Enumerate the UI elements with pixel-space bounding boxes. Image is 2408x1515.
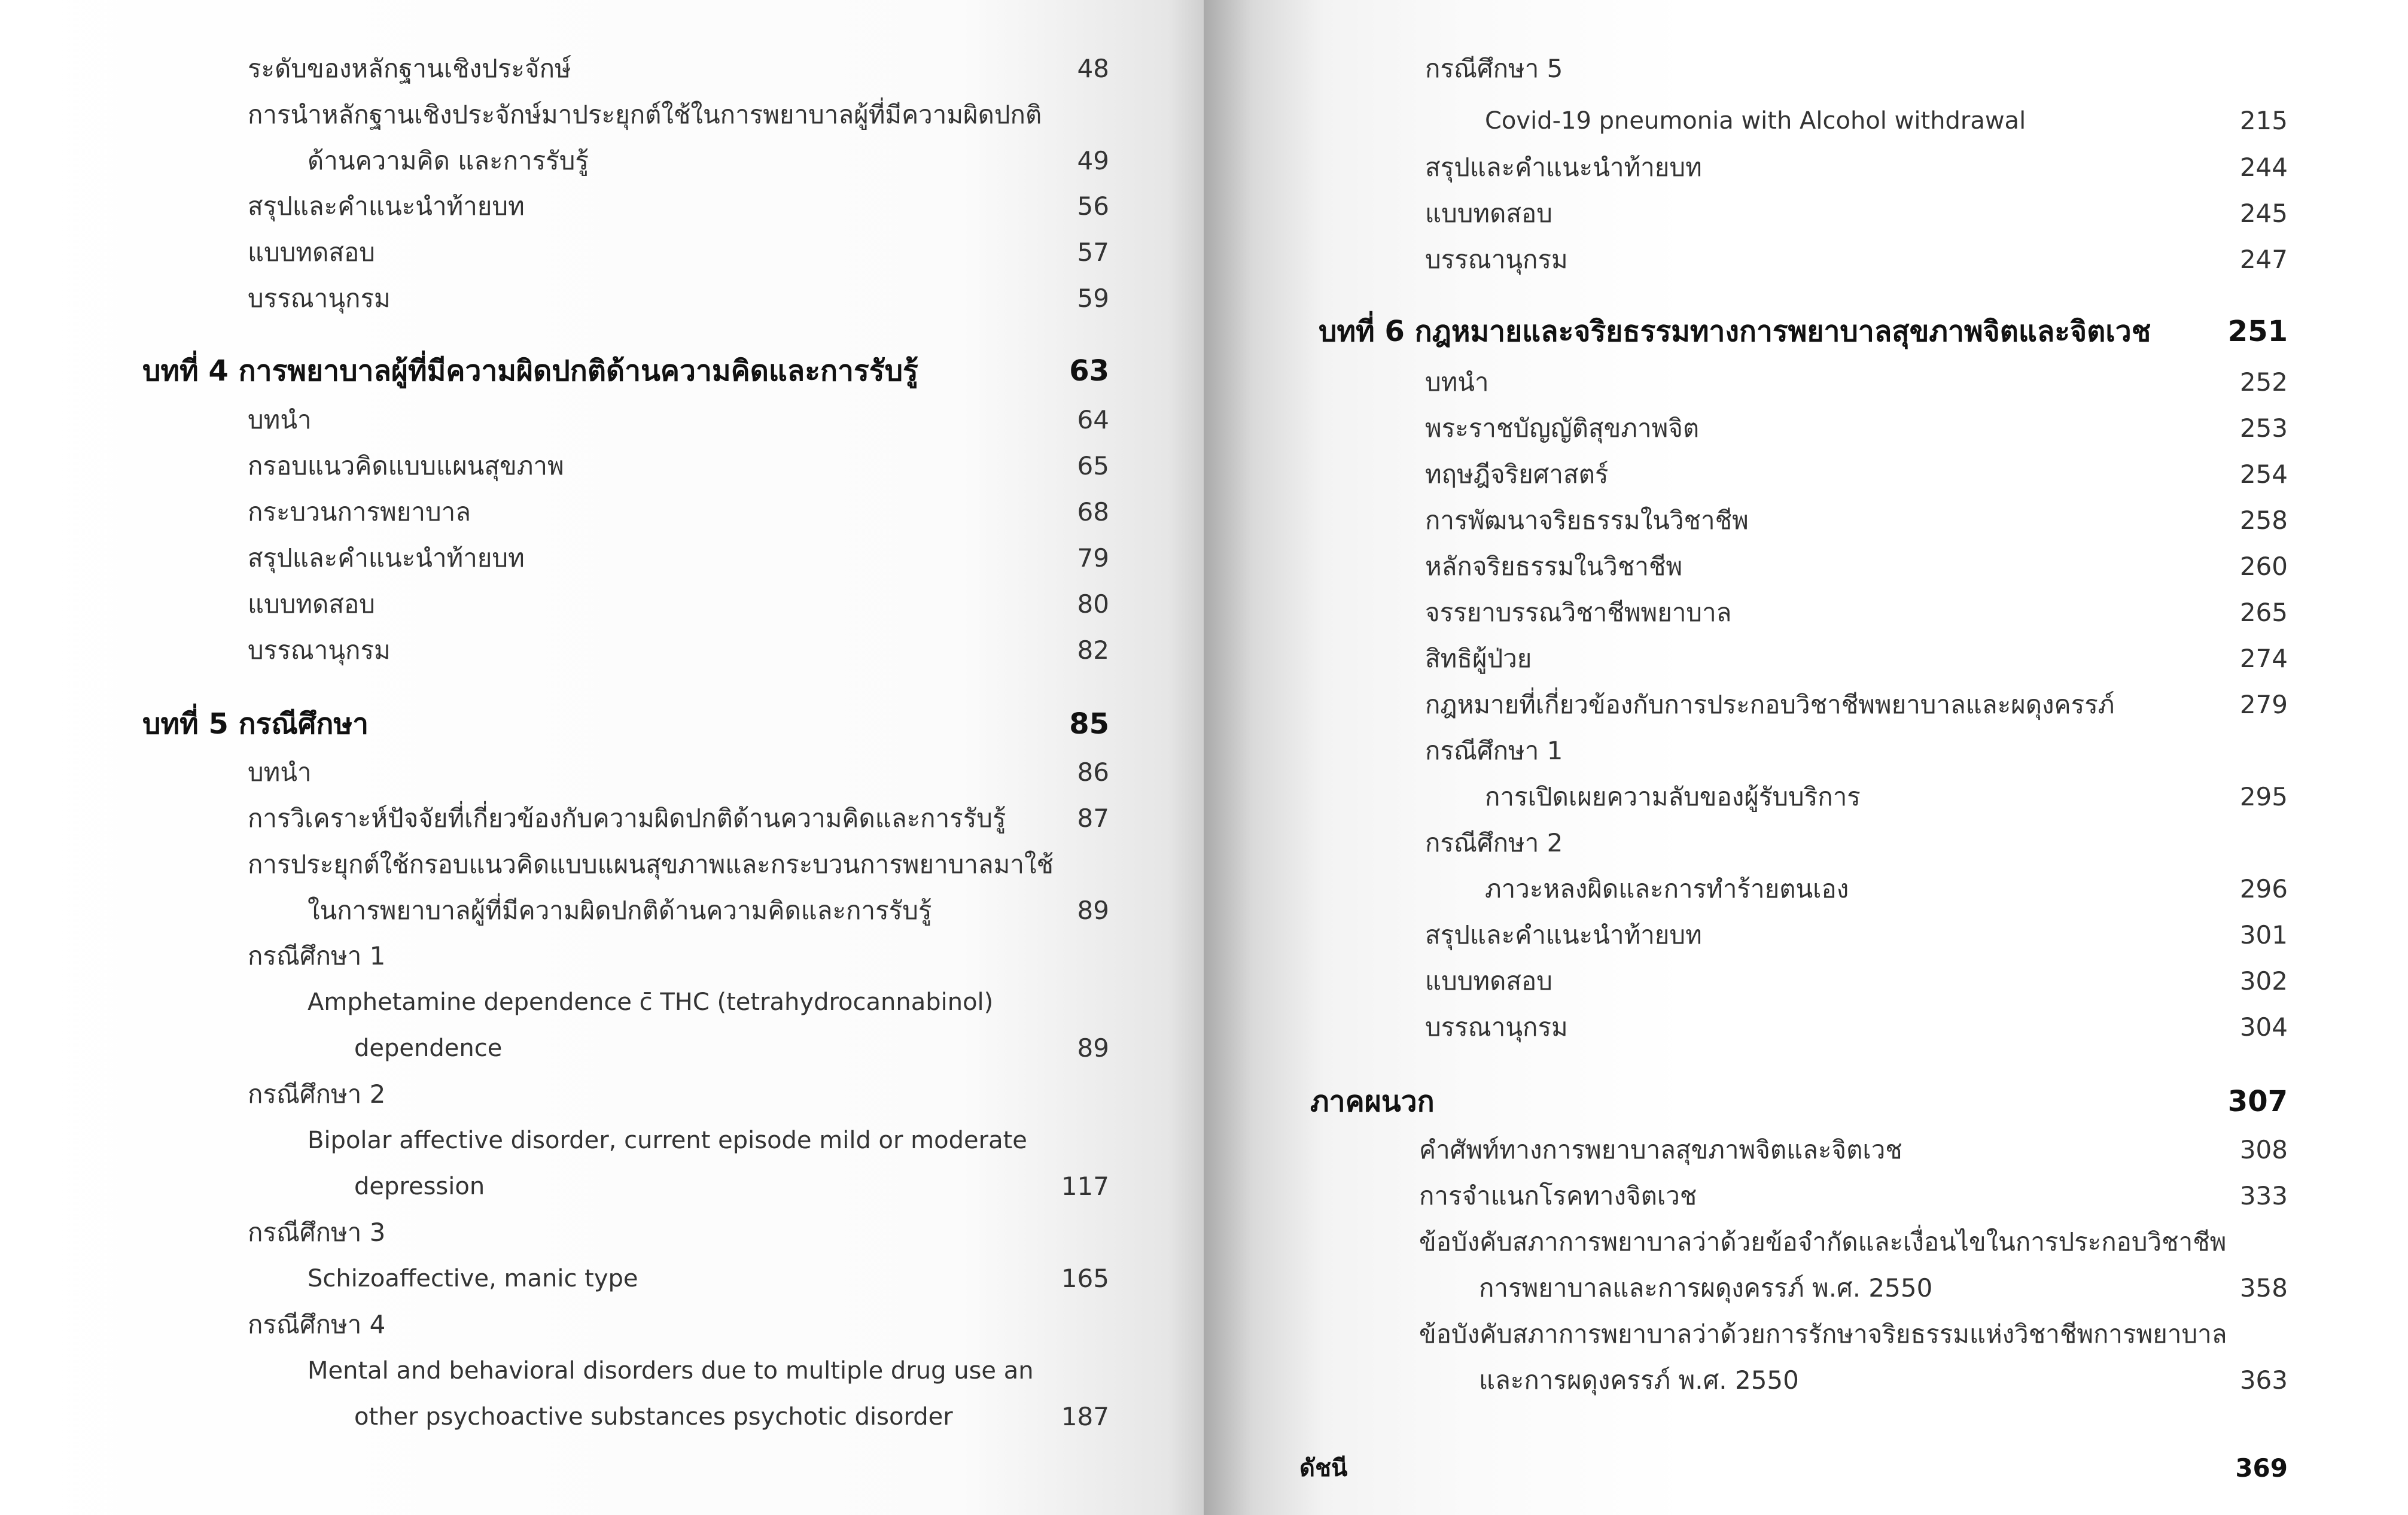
entry-page: 56	[1077, 191, 1109, 221]
entry-title: แบบทดสอบ	[248, 589, 375, 619]
entry-title: การพัฒนาจริยธรรมในวิชาชีพ	[1425, 506, 1749, 535]
entry-page: 252	[2239, 367, 2288, 397]
toc-entry	[1425, 1006, 2288, 1048]
entry-page: 260	[2239, 552, 2288, 581]
toc-entry	[248, 981, 1109, 1023]
entry-title: การนำหลักฐานเชิงประจักษ์มาประยุกต์ใช้ในการพยาบาลผู้ที่มีความผิดปกติ	[248, 100, 1042, 129]
entry-title: other psychoactive substances psychotic disorder	[354, 1403, 953, 1431]
toc-entry	[248, 752, 1109, 793]
entry-title: Bipolar affective disorder, current episode mild or moderate	[308, 1127, 1027, 1154]
entry-page: 308	[2239, 1135, 2288, 1164]
entry-page: 65	[1077, 451, 1109, 480]
toc-entry	[1425, 914, 2288, 956]
toc-entry	[248, 1212, 1109, 1254]
toc-entry	[1425, 868, 2288, 910]
toc-entry	[1419, 1267, 2288, 1309]
toc-entry	[248, 1166, 1109, 1207]
toc-entry	[1425, 361, 2288, 403]
entry-title: กรณีศึกษา 1	[1425, 736, 1563, 765]
appendix-heading	[1310, 1081, 2288, 1122]
chapter-title: บทที่ 4 การพยาบาลผู้ที่มีความผิดปกติด้านความคิดและการรับรู้	[142, 354, 918, 388]
toc-entry	[1425, 960, 2288, 1002]
entry-title: แบบทดสอบ	[1425, 199, 1552, 228]
entry-title: การประยุกต์ใช้กรอบแนวคิดแบบแผนสุขภาพและกระบวนการพยาบาลมาใช้	[248, 850, 1054, 879]
toc-entry	[248, 445, 1109, 487]
entry-title: พระราชบัญญัติสุขภาพจิต	[1425, 413, 1700, 443]
toc-entry	[1425, 684, 2288, 726]
entry-page: 295	[2239, 782, 2288, 811]
entry-title: Schizoaffective, manic type	[308, 1265, 638, 1292]
toc-entry	[248, 583, 1109, 625]
entry-page: 215	[2239, 106, 2288, 135]
entry-page: 333	[2239, 1181, 2288, 1210]
toc-entry	[248, 844, 1109, 886]
entry-page: 49	[1077, 146, 1109, 175]
toc-entry	[1419, 1129, 2288, 1171]
chapter-heading	[142, 350, 1109, 392]
entry-title: กระบวนการพยาบาล	[248, 497, 471, 527]
entry-title: ข้อบังคับสภาการพยาบาลว่าด้วยข้อจำกัดและเงื่อนไขในการประกอบวิชาชีพ	[1419, 1227, 2227, 1257]
index-heading	[1299, 1447, 2288, 1489]
entry-title: บทนำ	[248, 405, 312, 434]
toc-entry	[248, 1258, 1109, 1300]
entry-page: 89	[1077, 896, 1109, 925]
entry-page: 247	[2239, 245, 2288, 274]
entry-page: 302	[2239, 966, 2288, 996]
chapter-title: บทที่ 5 กรณีศึกษา	[142, 707, 369, 741]
toc-entry	[248, 185, 1109, 227]
toc-entry	[248, 1073, 1109, 1115]
toc-entry	[248, 1027, 1109, 1069]
toc-entry	[1419, 1359, 2288, 1401]
toc-entry	[1425, 592, 2288, 634]
toc-entry	[1419, 1221, 2288, 1263]
entry-title: สิทธิผู้ป่วย	[1425, 644, 1532, 673]
entry-title: บรรณานุกรม	[1425, 1012, 1568, 1042]
entry-title: บรรณานุกรม	[248, 635, 391, 665]
entry-title: บทนำ	[248, 758, 312, 787]
toc-entry	[248, 94, 1109, 136]
entry-title: กรณีศึกษา 4	[248, 1310, 386, 1339]
entry-page: 57	[1077, 238, 1109, 267]
index-title: ดัชนี	[1299, 1455, 1348, 1482]
entry-title: การวิเคราะห์ปัจจัยที่เกี่ยวข้องกับความผิดปกติด้านความคิดและการรับรู้	[248, 804, 1006, 833]
entry-title: จรรยาบรรณวิชาชีพพยาบาล	[1425, 598, 1732, 627]
entry-page: 363	[2239, 1365, 2288, 1395]
entry-title: ทฤษฎีจริยศาสตร์	[1425, 460, 1609, 489]
toc-entry	[1425, 454, 2288, 495]
toc-entry	[1425, 546, 2288, 588]
appendix-title: ภาคผนวก	[1310, 1085, 1435, 1118]
entry-title: แบบทดสอบ	[1425, 966, 1552, 996]
toc-entry	[248, 1396, 1109, 1438]
entry-title: การพยาบาลและการผดุงครรภ์ พ.ศ. 2550	[1479, 1273, 1933, 1303]
entry-title: คำศัพท์ทางการพยาบาลสุขภาพจิตและจิตเวช	[1419, 1135, 1902, 1164]
entry-title: สรุปและคำแนะนำท้ายบท	[1425, 153, 1702, 182]
entry-title: ภาวะหลงผิดและการทำร้ายตนเอง	[1485, 874, 1849, 903]
entry-page: 301	[2239, 920, 2288, 950]
entry-title: กรณีศึกษา 5	[1425, 54, 1563, 83]
toc-entry	[248, 399, 1109, 441]
right-page	[1204, 0, 2408, 1515]
entry-title: และการผดุงครรภ์ พ.ศ. 2550	[1479, 1365, 1799, 1395]
toc-entry	[1425, 730, 2288, 772]
entry-title: Mental and behavioral disorders due to multiple drug use an	[308, 1357, 1034, 1385]
toc-entry	[248, 935, 1109, 977]
entry-page: 254	[2239, 460, 2288, 489]
entry-page: 265	[2239, 598, 2288, 627]
entry-title: dependence	[354, 1035, 503, 1062]
entry-title: กรอบแนวคิดแบบแผนสุขภาพ	[248, 451, 564, 480]
entry-title: กรณีศึกษา 3	[248, 1218, 386, 1247]
entry-page: 258	[2239, 506, 2288, 535]
chapter-heading	[1319, 311, 2288, 352]
entry-title: กฎหมายที่เกี่ยวข้องกับการประกอบวิชาชีพพยาบาลและผดุงครรภ์	[1425, 690, 2115, 719]
toc-entry	[1425, 500, 2288, 541]
toc-entry	[1425, 239, 2288, 281]
chapter-heading	[142, 703, 1109, 745]
entry-title: สรุปและคำแนะนำท้ายบท	[1425, 920, 1702, 950]
entry-title: กรณีศึกษา 2	[1425, 828, 1563, 857]
entry-page: 68	[1077, 497, 1109, 527]
entry-title: ในการพยาบาลผู้ที่มีความผิดปกติด้านความคิดและการรับรู้	[308, 896, 932, 925]
entry-title: แบบทดสอบ	[248, 238, 375, 267]
entry-title: กรณีศึกษา 1	[248, 941, 386, 971]
entry-page: 279	[2239, 690, 2288, 719]
toc-entry	[1419, 1175, 2288, 1217]
entry-page: 59	[1077, 284, 1109, 313]
toc-entry	[1419, 1313, 2288, 1355]
entry-title: กรณีศึกษา 2	[248, 1079, 386, 1109]
toc-entry	[1425, 100, 2288, 142]
toc-entry	[248, 798, 1109, 839]
toc-entry	[1425, 638, 2288, 680]
toc-entry	[1425, 48, 2288, 90]
index-page: 369	[2235, 1453, 2288, 1483]
chapter-page: 85	[1069, 707, 1109, 741]
entry-title: Covid-19 pneumonia with Alcohol withdrawal	[1485, 107, 2026, 135]
toc-entry	[248, 890, 1109, 932]
entry-title: Amphetamine dependence c̄ THC (tetrahydrocannabinol)	[308, 988, 994, 1016]
entry-title: บรรณานุกรม	[1425, 245, 1568, 274]
entry-page: 358	[2239, 1273, 2288, 1303]
toc-entry	[248, 1350, 1109, 1392]
entry-page: 304	[2239, 1012, 2288, 1042]
entry-title: การเปิดเผยความลับของผู้รับบริการ	[1485, 782, 1861, 811]
entry-page: 244	[2239, 153, 2288, 182]
entry-page: 86	[1077, 758, 1109, 787]
entry-page: 82	[1077, 635, 1109, 665]
toc-entry	[1425, 147, 2288, 188]
appendix-page: 307	[2227, 1085, 2288, 1118]
entry-page: 64	[1077, 405, 1109, 434]
entry-page: 187	[1061, 1402, 1109, 1431]
entry-page: 296	[2239, 874, 2288, 903]
chapter-page: 251	[2227, 315, 2288, 348]
toc-entry	[248, 1119, 1109, 1161]
toc-entry	[248, 537, 1109, 579]
chapter-page: 63	[1069, 354, 1109, 388]
toc-entry	[1425, 776, 2288, 818]
toc-entry	[248, 232, 1109, 273]
entry-page: 117	[1061, 1172, 1109, 1201]
entry-title: ระดับของหลักฐานเชิงประจักษ์	[248, 54, 571, 83]
chapter-title: บทที่ 6 กฎหมายและจริยธรรมทางการพยาบาลสุขภาพจิตและจิตเวช	[1319, 315, 2151, 348]
toc-entry	[248, 491, 1109, 533]
toc-entry	[1425, 193, 2288, 235]
toc-entry	[248, 48, 1109, 90]
toc-entry	[248, 278, 1109, 320]
entry-page: 87	[1077, 804, 1109, 833]
entry-page: 48	[1077, 54, 1109, 83]
toc-entry	[1425, 407, 2288, 449]
entry-title: บทนำ	[1425, 367, 1489, 397]
entry-page: 274	[2239, 644, 2288, 673]
entry-title: บรรณานุกรม	[248, 284, 391, 313]
entry-title: ข้อบังคับสภาการพยาบาลว่าด้วยการรักษาจริยธรรมแห่งวิชาชีพการพยาบาล	[1419, 1319, 2227, 1349]
entry-title: depression	[354, 1173, 485, 1200]
entry-page: 80	[1077, 589, 1109, 619]
entry-title: สรุปและคำแนะนำท้ายบท	[248, 543, 525, 573]
toc-entry	[248, 629, 1109, 671]
entry-page: 89	[1077, 1033, 1109, 1063]
entry-title: ด้านความคิด และการรับรู้	[308, 146, 589, 175]
entry-page: 79	[1077, 543, 1109, 573]
toc-entry	[248, 140, 1109, 182]
entry-page: 165	[1061, 1264, 1109, 1293]
entry-title: สรุปและคำแนะนำท้ายบท	[248, 191, 525, 221]
entry-title: หลักจริยธรรมในวิชาชีพ	[1425, 552, 1683, 581]
entry-page: 253	[2239, 413, 2288, 443]
entry-page: 245	[2239, 199, 2288, 228]
entry-title: การจำแนกโรคทางจิตเวช	[1419, 1181, 1697, 1210]
toc-entry	[1425, 822, 2288, 864]
toc-entry	[248, 1304, 1109, 1346]
